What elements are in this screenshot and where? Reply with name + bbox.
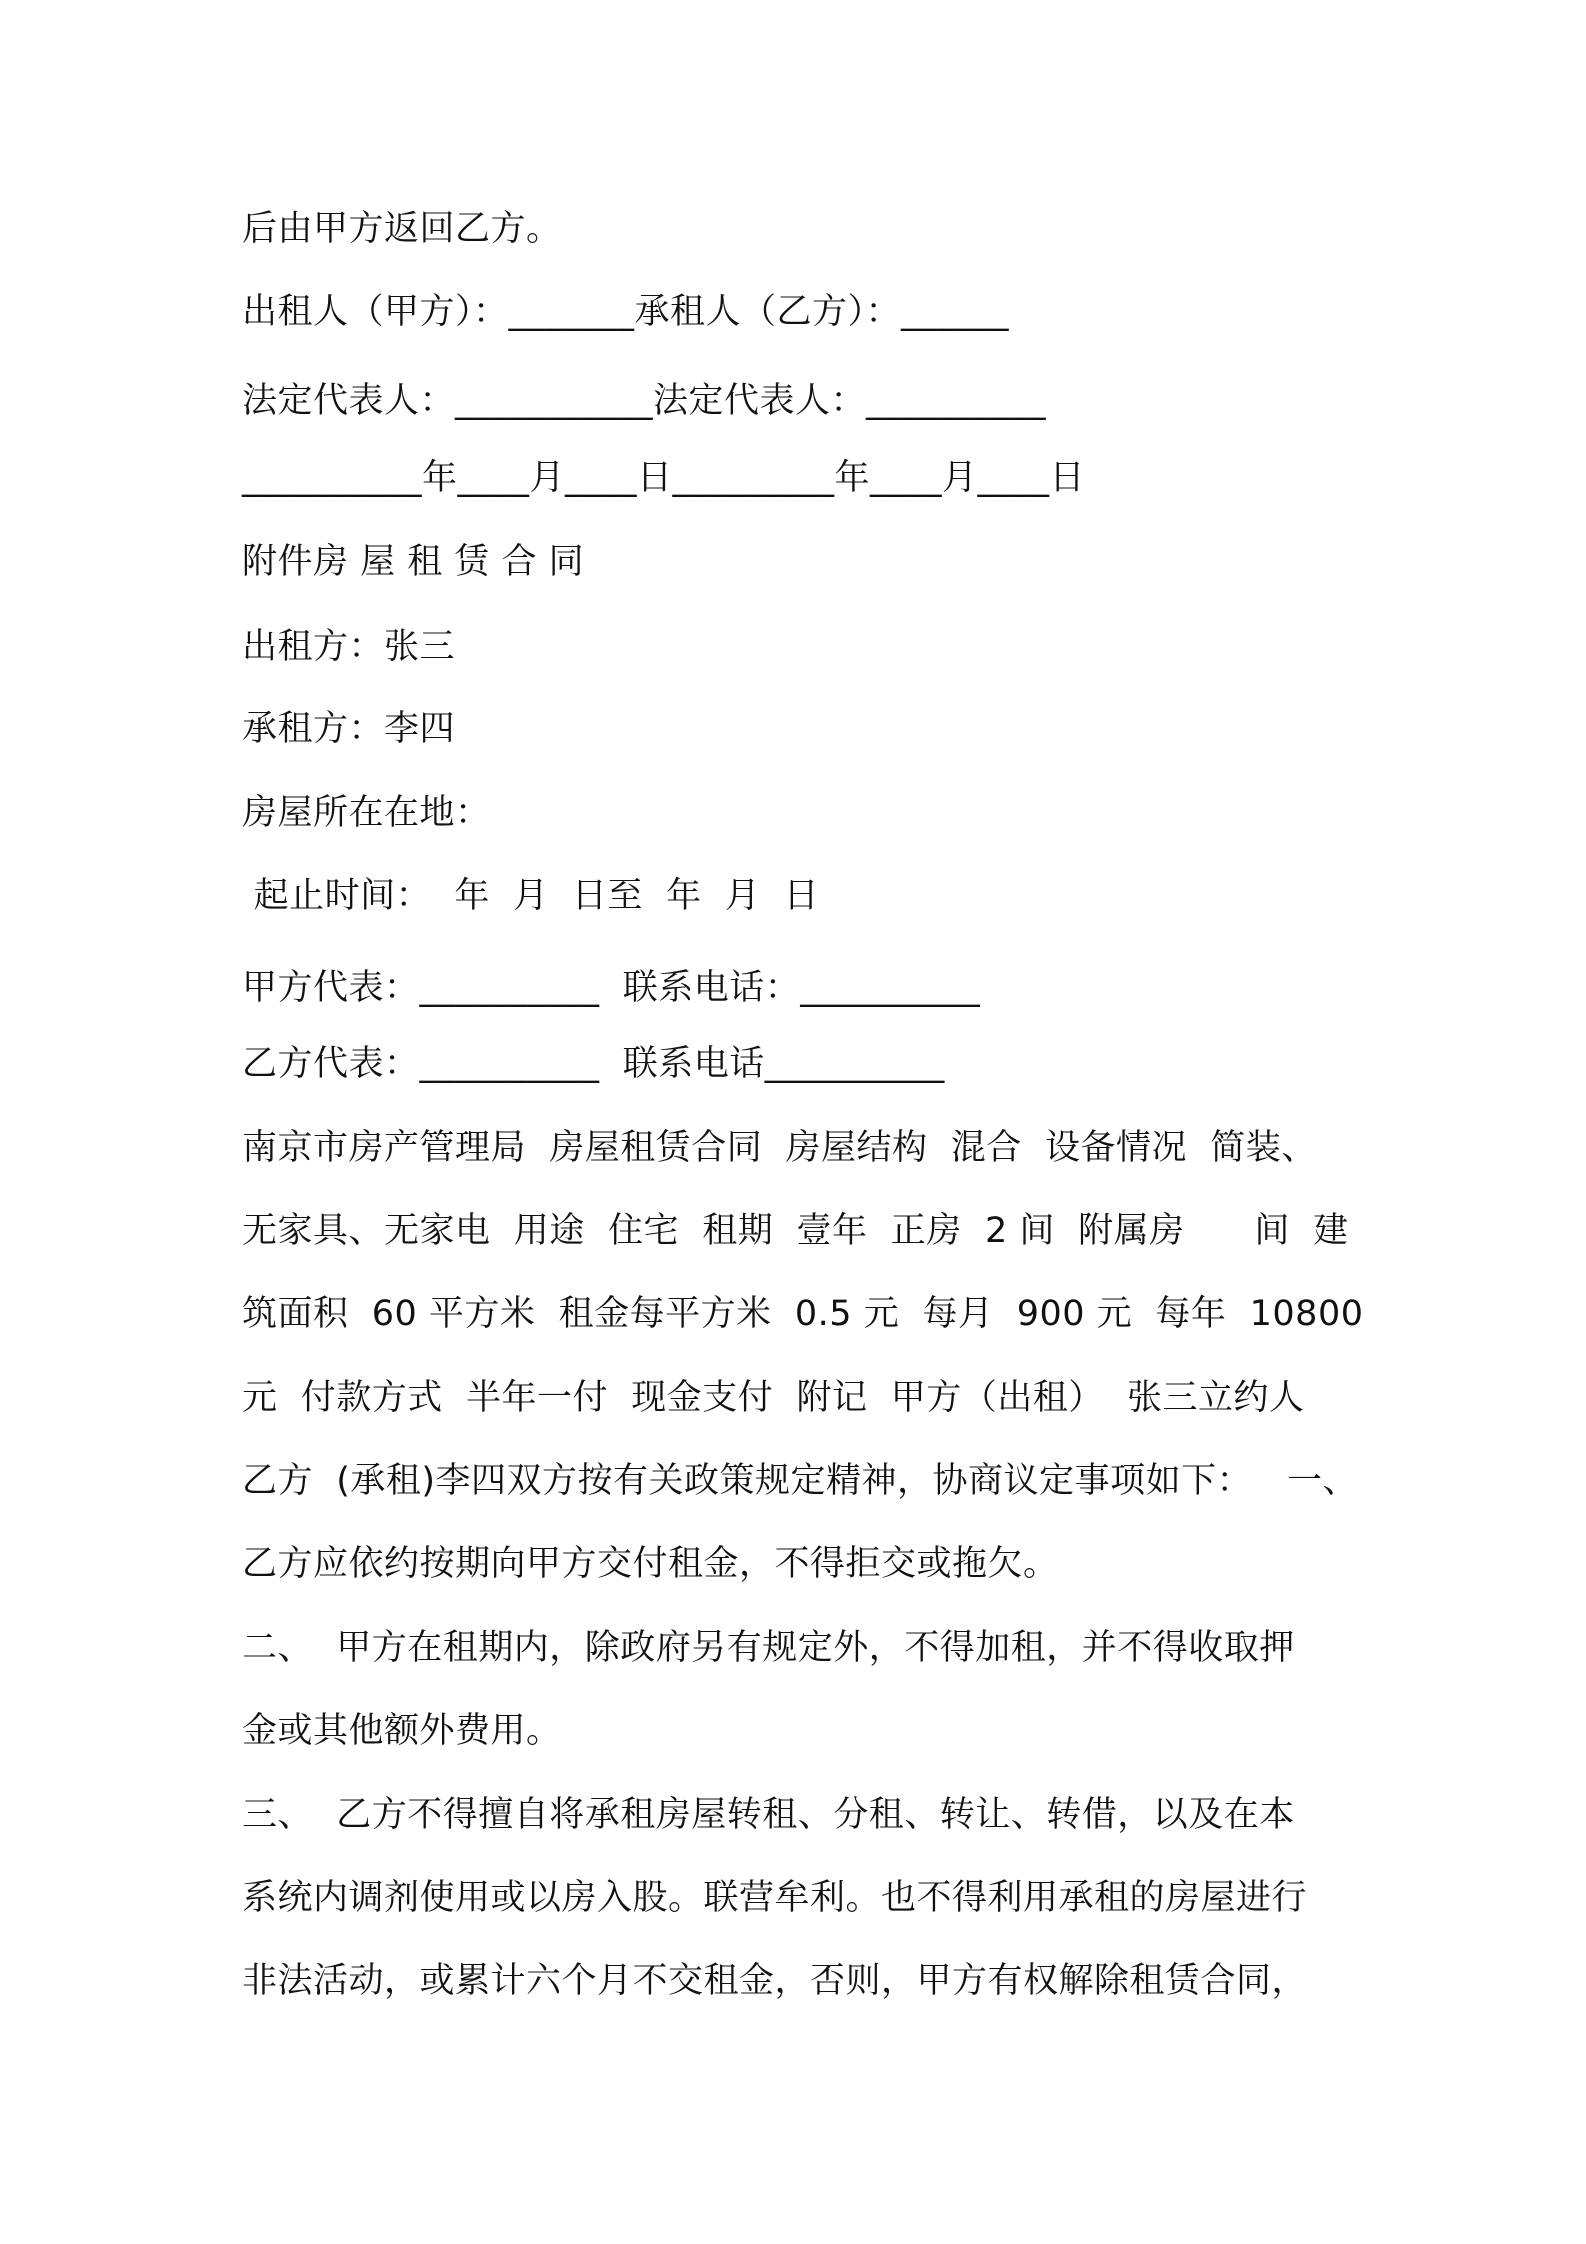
text-line: 二、 甲方在租期内，除政府另有规定外，不得加租，并不得收取押	[242, 1628, 1295, 1668]
text-line: 系统内调剂使用或以房入股。联营牟利。也不得利用承租的房屋进行	[242, 1878, 1308, 1918]
text-line: 乙方代表：__________ 联系电话__________	[242, 1044, 945, 1084]
text-line: 三、 乙方不得擅自将承租房屋转租、分租、转让、转借，以及在本	[242, 1795, 1295, 1835]
text-line: 南京市房产管理局 房屋租赁合同 房屋结构 混合 设备情况 简装、	[242, 1128, 1317, 1168]
text-line: 法定代表人：___________法定代表人：__________	[242, 381, 1047, 421]
text-line: 附件房 屋 租 赁 合 同	[242, 542, 585, 582]
text-line: __________年____月____日_________年____月____日	[242, 458, 1086, 498]
text-line: 后由甲方返回乙方。	[242, 209, 562, 249]
text-line: 非法活动，或累计六个月不交租金，否则，甲方有权解除租赁合同，	[242, 1961, 1308, 2001]
text-line: 乙方应依约按期向甲方交付租金，不得拒交或拖欠。	[242, 1544, 1059, 1584]
text-line: 房屋所在在地：	[242, 793, 491, 833]
text-line: 起止时间： 年 月 日至 年 月 日	[242, 876, 820, 916]
text-line: 金或其他额外费用。	[242, 1711, 562, 1751]
text-line: 乙方 (承租)李四双方按有关政策规定精神，协商议定事项如下： 一、	[242, 1461, 1358, 1501]
text-line: 承租方：李四	[242, 709, 456, 749]
text-line: 出租人（甲方）：_______承租人（乙方）：______	[242, 292, 1010, 332]
text-line: 筑面积 60 平方米 租金每平方米 0.5 元 每月 900 元 每年 10800	[242, 1294, 1364, 1334]
text-line: 甲方代表：__________ 联系电话：__________	[242, 968, 981, 1008]
text-line: 出租方：张三	[242, 627, 456, 667]
text-line: 无家具、无家电 用途 住宅 租期 壹年 正房 2 间 附属房 间 建	[242, 1211, 1349, 1251]
text-line: 元 付款方式 半年一付 现金支付 附记 甲方（出租） 张三立约人	[242, 1378, 1305, 1418]
